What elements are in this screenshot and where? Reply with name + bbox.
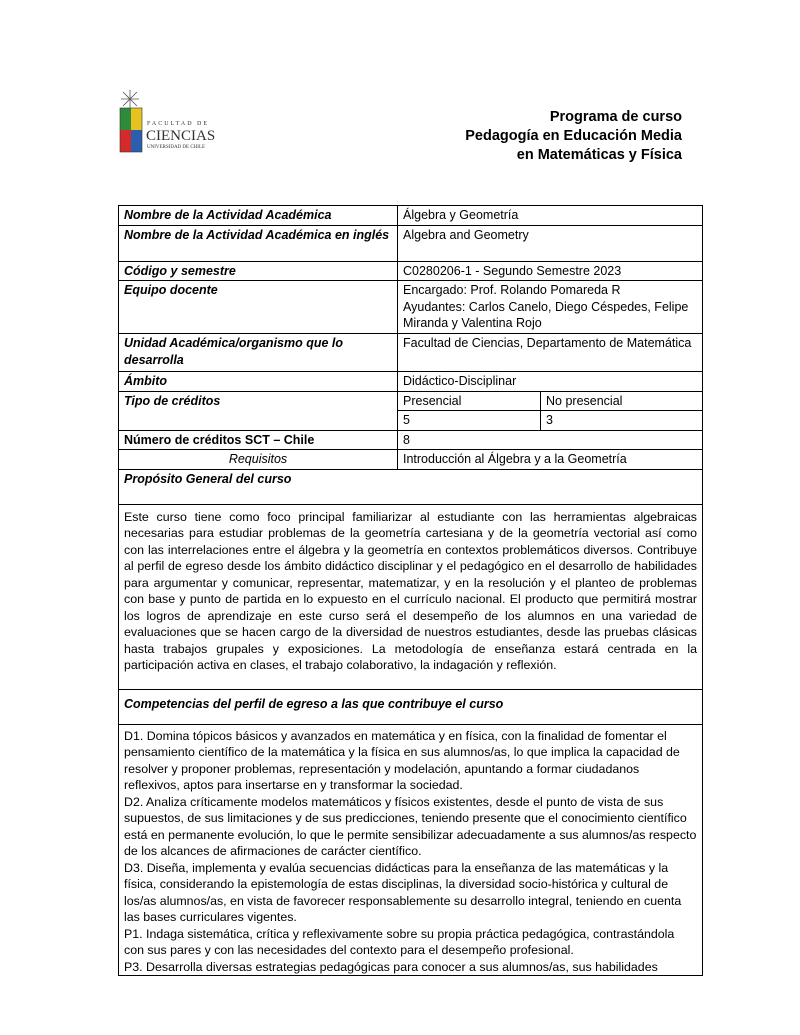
competencies-list — [119, 724, 703, 976]
document-header — [465, 108, 682, 165]
code-value: C0280206-1 - Segundo Semestre 2023 — [398, 261, 703, 281]
header-program: Pedagogía en Educación Media — [465, 128, 682, 144]
no-presencial-value: 3 — [541, 411, 703, 431]
competency-p3: P3. Desarrolla diversas estrategias pedagógicas para conocer a sus alumnos/as, sus habilidades — [124, 959, 658, 974]
competency-d3: D3. Diseña, implementa y evalúa secuencias didácticas para la enseñanza de las matemáticas y la física, considerando la epistemología de estas disciplinas, la diversidad socio-histórica y cultural de los/as alumnos/as, en vista de favorecer responsablemente su desarrollo integral, teniendo en cuenta las bases curriculares vigentes. — [124, 860, 682, 924]
header-title: Programa de curso — [549, 109, 682, 125]
header-program-subtitle: en Matemáticas y Física — [516, 147, 682, 163]
team-value — [398, 281, 703, 334]
svg-text:FACULTAD DE: FACULTAD DE — [147, 121, 210, 127]
purpose-heading: Propósito General del curso — [119, 469, 703, 504]
scope-label: Ámbito — [119, 372, 398, 392]
activity-name-en-label: Nombre de la Actividad Académica en inglés — [119, 225, 398, 261]
competency-d2: D2. Analiza críticamente modelos matemáticos y físicos existentes, desde el punto de vista de sus supuestos, de sus limitaciones y de sus predicciones, teniendo presente que el conocimiento científico está en permanente evolución, lo que le permite sensibilizar adecuadamente a sus alumnos/as respecto de los alcances de afirmaciones de carácter científico. — [124, 794, 697, 858]
team-assistants: Ayudantes: Carlos Canelo, Diego Céspedes, Felipe Miranda y Valentina Rojo — [403, 299, 689, 330]
activity-name-label: Nombre de la Actividad Académica — [119, 206, 398, 226]
faculty-logo — [116, 88, 231, 158]
svg-text:UNIVERSIDAD DE CHILE: UNIVERSIDAD DE CHILE — [147, 145, 206, 150]
unit-label: Unidad Académica/organismo que lo desarrolla — [119, 334, 398, 372]
scope-value: Didáctico-Disciplinar — [398, 372, 703, 392]
purpose-text: Este curso tiene como foco principal familiarizar al estudiante con las herramientas algebraicas necesarias para estudiar problemas de la geometría cartesiana y de la geometría vectorial así como con las interrelaciones entre el álgebra y la geometría en contextos problemáticos diversos. Contribuye al perfil de egreso desde los ámbito didáctico disciplinar y el pedagógico en el desarrollo de habilidades para argumentar y comunicar, representar, matematizar, y en la resolución y el planteo de problemas con base y punto de partida en lo expuesto en el currículo nacional. El producto que permitirá mostrar los logros de aprendizaje en este curso será el desempeño de los alumnos en una variedad de evaluaciones que se hacen cargo de la diversidad de nuestros estudiantes, desde las pruebas clásicas hasta trabajos grupales y exposiciones. La metodología de enseñanza estará centrada en la participación activa en clases, el trabajo colaborativo, la indagación y reflexión. — [119, 504, 703, 689]
team-lead: Encargado: Prof. Rolando Pomareda R — [403, 283, 621, 297]
credits-value: 8 — [398, 430, 703, 450]
no-presencial-label: No presencial — [541, 391, 703, 411]
svg-text:CIENCIAS: CIENCIAS — [146, 128, 216, 144]
code-label: Código y semestre — [119, 261, 398, 281]
presencial-label: Presencial — [398, 391, 541, 411]
team-label: Equipo docente — [119, 281, 398, 334]
activity-name-en-value: Algebra and Geometry — [398, 225, 703, 261]
credit-type-label: Tipo de créditos — [119, 391, 398, 430]
requirements-label: Requisitos — [119, 450, 398, 470]
credits-label: Número de créditos SCT – Chile — [119, 430, 398, 450]
activity-name-value: Álgebra y Geometría — [398, 206, 703, 226]
competency-p1: P1. Indaga sistemática, crítica y reflexivamente sobre su propia práctica pedagógica, contrastándola con sus pares y con las necesidades del contexto para el desempeño profesional. — [124, 926, 675, 957]
competencies-heading: Competencias del perfil de egreso a las que contribuye el curso — [119, 689, 703, 724]
presencial-value: 5 — [398, 411, 541, 431]
course-info-table — [118, 205, 703, 976]
unit-value: Facultad de Ciencias, Departamento de Matemática — [398, 334, 703, 372]
requirements-value: Introducción al Álgebra y a la Geometría — [398, 450, 703, 470]
competency-d1: D1. Domina tópicos básicos y avanzados en matemática y en física, con la finalidad de fomentar el pensamiento científico de la matemática y la física en sus alumnos/as, lo que implica la capacidad de resolver y proponer problemas, representación y modelación, apuntando a formar ciudadanos reflexivos, aptos para insertarse en y transformar la sociedad. — [124, 728, 680, 792]
